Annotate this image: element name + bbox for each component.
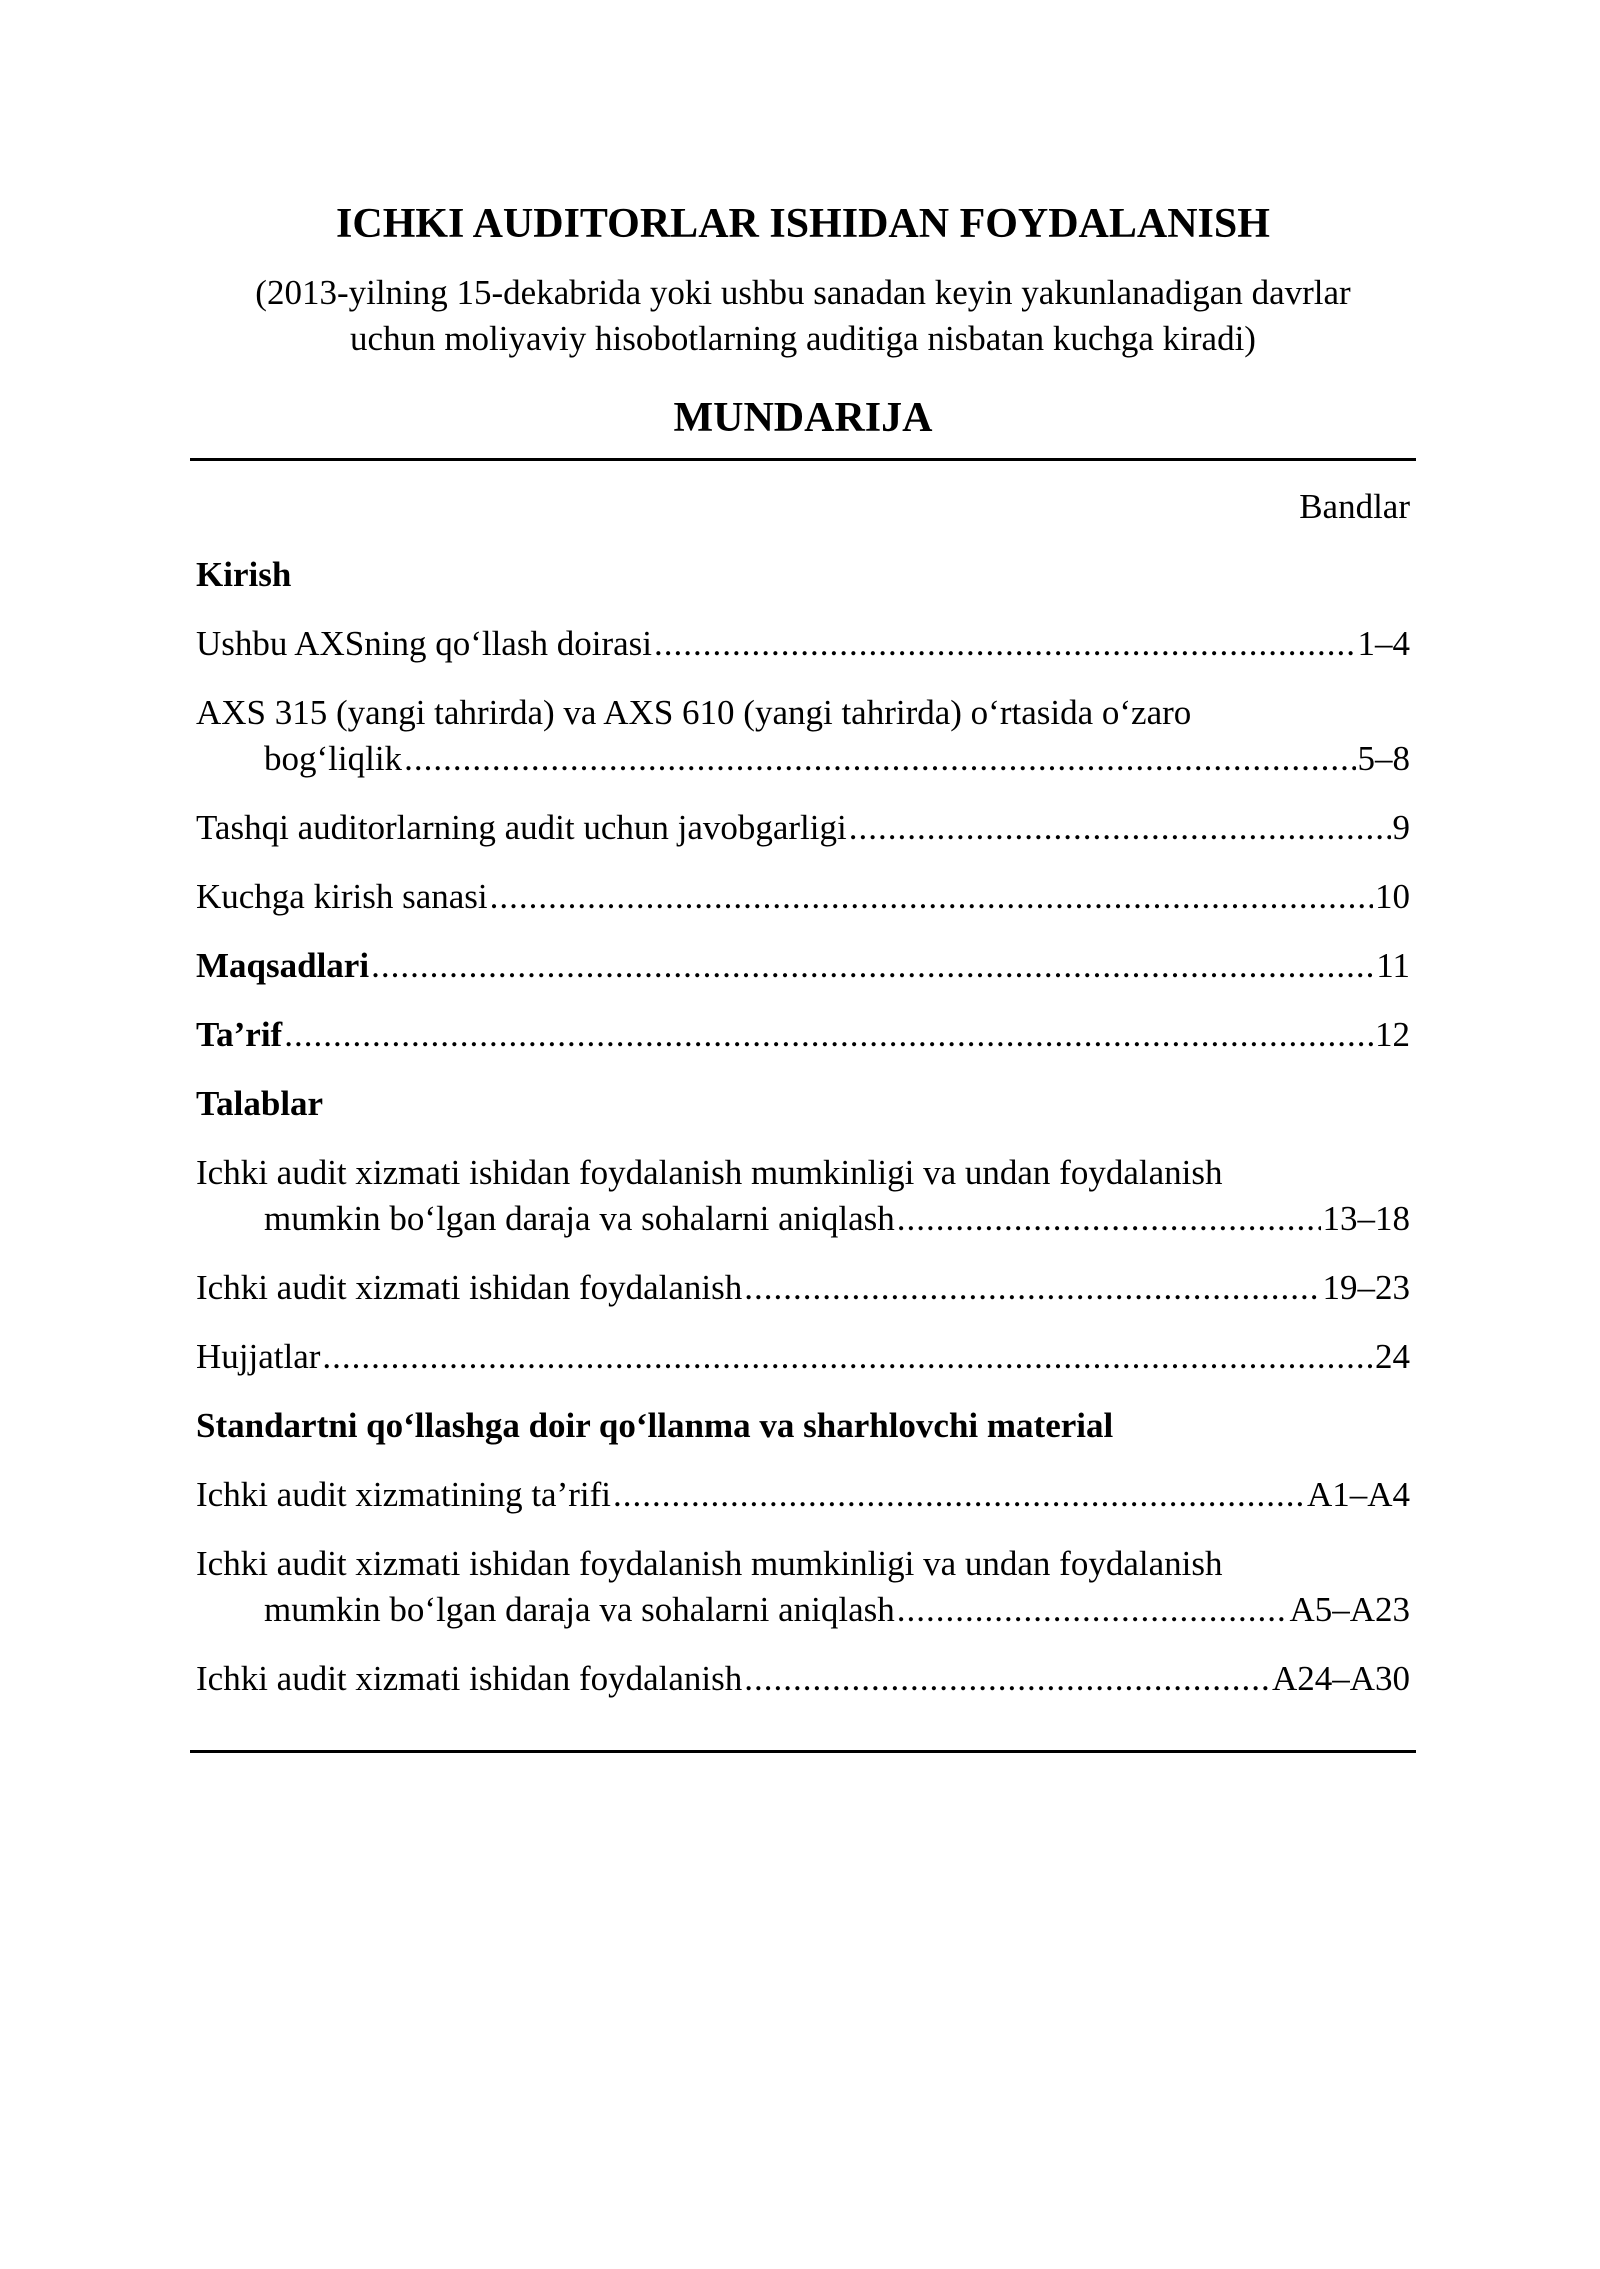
dot-leader <box>849 805 1391 851</box>
toc-entry-title: Ichki audit xizmati ishidan foydalanish <box>196 1268 743 1307</box>
toc-entry-ref: 19–23 <box>1322 1268 1410 1307</box>
toc-entry-title-line-1: AXS 315 (yangi tahrirda) va AXS 610 (yangi tahrirda) o‘rtasida o‘zaro <box>196 693 1192 732</box>
toc-entry[interactable] <box>196 1334 1410 1380</box>
toc-entry-title-line-1: Ichki audit xizmati ishidan foydalanish mumkinligi va undan foydalanish <box>196 1153 1223 1192</box>
toc-entry-ref: 13–18 <box>1322 1199 1410 1238</box>
dot-leader <box>744 1265 1320 1311</box>
document-subtitle <box>190 270 1416 362</box>
top-divider <box>190 458 1416 461</box>
column-label: Bandlar <box>1299 487 1410 526</box>
toc-entry-title: Hujjatlar <box>196 1337 321 1376</box>
subtitle-line-2: uchun moliyaviy hisobotlarning auditiga nisbatan kuchga kiradi) <box>350 319 1256 358</box>
dot-leader <box>404 736 1355 782</box>
toc-entry-ref: A1–A4 <box>1306 1475 1410 1514</box>
dot-leader <box>897 1196 1321 1242</box>
dot-leader <box>284 1012 1373 1058</box>
toc-entry[interactable] <box>196 1472 1410 1518</box>
bottom-divider <box>190 1750 1416 1753</box>
subtitle-line-1: (2013-yilning 15-dekabrida yoki ushbu sanadan keyin yakunlanadigan davrlar <box>255 273 1351 312</box>
toc-entry-title-line-2: bog‘liqlik <box>264 739 403 778</box>
toc-entry[interactable] <box>196 690 1410 782</box>
toc-entry-title: Ichki audit xizmatining ta’rifi <box>196 1475 612 1514</box>
toc-entry-ref: 12 <box>1375 1015 1410 1054</box>
toc-entry[interactable] <box>196 874 1410 920</box>
toc-entry-title-line-2: mumkin bo‘lgan daraja va sohalarni aniqlash <box>264 1590 895 1629</box>
toc-entry[interactable] <box>196 1656 1410 1702</box>
toc-entry-ref: 10 <box>1375 877 1410 916</box>
toc-entry[interactable] <box>196 805 1410 851</box>
dot-leader <box>613 1472 1305 1518</box>
toc-entry-title: Ushbu AXSning qo‘llash doirasi <box>196 624 652 663</box>
toc-entry[interactable] <box>196 621 1410 667</box>
toc-entry-title-line-1: Ichki audit xizmati ishidan foydalanish mumkinligi va undan foydalanish <box>196 1544 1223 1583</box>
toc-entry-ref: A5–A23 <box>1289 1590 1410 1629</box>
table-of-contents <box>196 552 1410 1725</box>
toc-entry[interactable] <box>196 1012 1410 1058</box>
dot-leader <box>490 874 1373 920</box>
toc-entry-title: Tashqi auditorlarning audit uchun javobgarligi <box>196 808 847 847</box>
dot-leader <box>371 943 1374 989</box>
toc-entry[interactable] <box>196 1265 1410 1311</box>
toc-section-kirish: Kirish <box>196 555 292 594</box>
toc-entry[interactable] <box>196 943 1410 989</box>
toc-entry[interactable] <box>196 1150 1410 1242</box>
toc-entry-ref: 5–8 <box>1357 739 1410 778</box>
toc-entry-title: Ta’rif <box>196 1015 283 1054</box>
toc-entry-title: Maqsadlari <box>196 946 370 985</box>
dot-leader <box>744 1656 1270 1702</box>
toc-entry[interactable] <box>196 1541 1410 1633</box>
toc-entry-ref: A24–A30 <box>1271 1659 1410 1698</box>
dot-leader <box>897 1587 1288 1633</box>
toc-entry-ref: 24 <box>1375 1337 1410 1376</box>
toc-entry-title: Kuchga kirish sanasi <box>196 877 488 916</box>
dot-leader <box>654 621 1356 667</box>
toc-section-qollanma: Standartni qo‘llashga doir qo‘llanma va sharhlovchi material <box>196 1406 1114 1445</box>
toc-entry-ref: 1–4 <box>1357 624 1410 663</box>
toc-entry-ref: 11 <box>1376 946 1410 985</box>
toc-heading: MUNDARIJA <box>673 395 933 441</box>
toc-section-talablar: Talablar <box>196 1084 324 1123</box>
dot-leader <box>322 1334 1373 1380</box>
toc-entry-title: Ichki audit xizmati ishidan foydalanish <box>196 1659 743 1698</box>
document-title: ICHKI AUDITORLAR ISHIDAN FOYDALANISH <box>336 201 1270 247</box>
toc-entry-title-line-2: mumkin bo‘lgan daraja va sohalarni aniqlash <box>264 1199 895 1238</box>
toc-entry-ref: 9 <box>1392 808 1410 847</box>
